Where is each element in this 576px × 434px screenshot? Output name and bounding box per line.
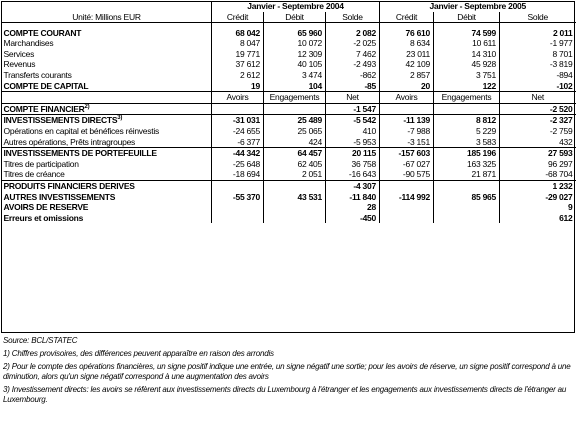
value-cell: 64 457 — [264, 148, 326, 159]
value-cell: 25 065 — [264, 126, 326, 137]
row-label — [2, 70, 212, 81]
value-cell: 27 593 — [500, 148, 576, 159]
credit-2004-header: Crédit — [212, 12, 264, 23]
row-label — [2, 159, 212, 170]
table-row — [2, 103, 576, 115]
value-cell — [264, 213, 326, 224]
row-label-text: Marchandises — [3, 38, 54, 49]
value-cell — [380, 181, 434, 192]
value-cell: 3 474 — [264, 70, 326, 81]
value-cell: -67 027 — [380, 159, 434, 170]
table-row — [2, 192, 576, 203]
value-cell: 163 325 — [434, 159, 500, 170]
value-cell: 3 583 — [434, 137, 500, 148]
value-cell: -1 977 — [500, 38, 576, 49]
table-row — [2, 38, 576, 49]
value-cell: -2 327 — [500, 115, 576, 126]
table-row — [2, 148, 576, 159]
value-cell: -44 342 — [212, 148, 264, 159]
table-row — [2, 213, 576, 224]
value-cell: -18 694 — [212, 169, 264, 180]
value-cell: 37 612 — [212, 59, 264, 70]
value-cell: 410 — [326, 126, 380, 137]
avoirs-2005-header: Avoirs — [380, 92, 434, 104]
value-cell — [434, 181, 500, 192]
value-cell: 45 928 — [434, 59, 500, 70]
value-cell: -1 547 — [326, 103, 380, 115]
row-label — [2, 148, 212, 159]
value-cell: 9 — [500, 202, 576, 213]
row-label — [2, 213, 212, 224]
value-cell: 12 309 — [264, 49, 326, 60]
value-cell — [380, 213, 434, 224]
value-cell — [264, 202, 326, 213]
row-label-text: Titres de créance — [3, 169, 65, 180]
source-note: Source: BCL/STATEC — [3, 336, 78, 345]
row-label — [2, 181, 212, 192]
value-cell: -6 377 — [212, 137, 264, 148]
value-cell: -90 575 — [380, 169, 434, 180]
table-row — [2, 137, 576, 148]
value-cell: 5 229 — [434, 126, 500, 137]
row-label — [2, 115, 212, 126]
table-row — [2, 126, 576, 137]
row-label — [2, 202, 212, 213]
value-cell: 8 812 — [434, 115, 500, 126]
value-cell: -31 031 — [212, 115, 264, 126]
value-cell: -24 655 — [212, 126, 264, 137]
value-cell: 20 115 — [326, 148, 380, 159]
footnote-ref: 3) — [117, 115, 123, 122]
row-label-text: Transferts courants — [3, 70, 72, 81]
value-cell: -114 992 — [380, 192, 434, 203]
value-cell: -5 542 — [326, 115, 380, 126]
value-cell: 8 047 — [212, 38, 264, 49]
value-cell — [212, 202, 264, 213]
avoirs-2004-header: Avoirs — [212, 92, 264, 104]
financial-header-blank — [2, 92, 212, 104]
value-cell — [434, 103, 500, 115]
table-row — [2, 181, 576, 192]
value-cell: -3 819 — [500, 59, 576, 70]
value-cell — [264, 103, 326, 115]
table-row — [2, 115, 576, 126]
value-cell: -450 — [326, 213, 380, 224]
value-cell: -2 493 — [326, 59, 380, 70]
value-cell: 36 758 — [326, 159, 380, 170]
row-label — [2, 28, 212, 39]
value-cell: 10 072 — [264, 38, 326, 49]
row-label-text: Revenus — [3, 59, 36, 70]
period-2005-header: Janvier - Septembre 2005 — [380, 1, 576, 12]
value-cell — [380, 202, 434, 213]
row-label — [2, 81, 212, 92]
value-cell: 1 232 — [500, 181, 576, 192]
period-2004-header: Janvier - Septembre 2004 — [212, 1, 380, 12]
balance-of-payments-table — [1, 1, 576, 223]
row-label — [2, 126, 212, 137]
value-cell: 2 857 — [380, 70, 434, 81]
column-header-row — [2, 12, 576, 23]
engagements-2005-header: Engagements — [434, 92, 500, 104]
row-label-text: Autres opérations, Prêts intragroupes — [3, 136, 136, 147]
row-label-text: Services — [3, 48, 35, 59]
value-cell: -2 759 — [500, 126, 576, 137]
row-label — [2, 49, 212, 60]
row-label-text: Opérations en capital et bénéfices réinvestis — [3, 126, 160, 137]
row-label-text: PRODUITS FINANCIERS DERIVES — [3, 181, 135, 191]
value-cell: -5 953 — [326, 137, 380, 148]
value-cell — [264, 181, 326, 192]
footnote-ref: 2) — [84, 104, 90, 111]
row-label — [2, 192, 212, 203]
value-cell: 96 297 — [500, 159, 576, 170]
row-label-text: INVESTISSEMENTS DIRECTS — [3, 115, 118, 126]
value-cell: 19 771 — [212, 49, 264, 60]
row-label-text: Titres de participation — [3, 158, 79, 169]
value-cell: 10 611 — [434, 38, 500, 49]
row-label — [2, 137, 212, 148]
value-cell: -3 151 — [380, 137, 434, 148]
solde-2004-header: Solde — [326, 12, 380, 23]
row-label-text: COMPTE DE CAPITAL — [3, 80, 89, 91]
footnote-3: 3) Investissement directs: les avoirs se réfèrent aux investissements directs du Luxembourg à l'étranger et les engagements aux investissements directs de l'étranger au Luxembourg. — [3, 385, 567, 404]
value-cell: 612 — [500, 213, 576, 224]
table-row — [2, 169, 576, 180]
value-cell: 65 960 — [264, 28, 326, 39]
value-cell: 7 462 — [326, 49, 380, 60]
footnote-1: 1) Chiffres provisoires, des différences peuvent apparaître en raison des arrondis — [3, 349, 274, 358]
value-cell — [434, 213, 500, 224]
value-cell: 2 082 — [326, 28, 380, 39]
value-cell: 432 — [500, 137, 576, 148]
table-row — [2, 59, 576, 70]
value-cell: 14 310 — [434, 49, 500, 60]
net-2004-header: Net — [326, 92, 380, 104]
value-cell: -102 — [500, 81, 576, 92]
value-cell — [434, 202, 500, 213]
current-account-section — [2, 28, 576, 92]
row-label-text: INVESTISSEMENTS DE PORTEFEUILLE — [3, 148, 157, 159]
value-cell: 85 965 — [434, 192, 500, 203]
table-row — [2, 202, 576, 213]
row-label-text: AVOIRS DE RESERVE — [3, 202, 89, 213]
value-cell: 74 599 — [434, 28, 500, 39]
value-cell: 19 — [212, 81, 264, 92]
row-label — [2, 59, 212, 70]
value-cell: -11 139 — [380, 115, 434, 126]
value-cell: 42 109 — [380, 59, 434, 70]
value-cell: 2 011 — [500, 28, 576, 39]
value-cell: -55 370 — [212, 192, 264, 203]
row-label — [2, 103, 212, 115]
engagements-2004-header: Engagements — [264, 92, 326, 104]
value-cell — [212, 103, 264, 115]
unit-label: Unité: Millions EUR — [2, 12, 212, 23]
financial-account-section — [2, 103, 576, 223]
value-cell: 8 701 — [500, 49, 576, 60]
value-cell: 185 196 — [434, 148, 500, 159]
row-label-text: AUTRES INVESTISSEMENTS — [3, 191, 116, 202]
value-cell — [212, 213, 264, 224]
value-cell: 424 — [264, 137, 326, 148]
value-cell: 104 — [264, 81, 326, 92]
table-row — [2, 159, 576, 170]
debit-2004-header: Débit — [264, 12, 326, 23]
value-cell: 23 011 — [380, 49, 434, 60]
value-cell: -2 520 — [500, 103, 576, 115]
value-cell: -7 988 — [380, 126, 434, 137]
footnote-2: 2) Pour le compte des opérations financières, un signe positif indique une entrée, un signe négatif une sortie; pour les avoirs de réserve, un signe positif correspond à une diminution, alors qu'un signe négatif correspond à une augmentation des avoirs — [3, 362, 571, 381]
value-cell: 28 — [326, 202, 380, 213]
value-cell: 21 871 — [434, 169, 500, 180]
value-cell — [212, 181, 264, 192]
row-label-text: COMPTE COURANT — [3, 27, 82, 38]
value-cell: -4 307 — [326, 181, 380, 192]
value-cell: -862 — [326, 70, 380, 81]
value-cell: -16 643 — [326, 169, 380, 180]
value-cell — [380, 103, 434, 115]
value-cell: -894 — [500, 70, 576, 81]
financial-header-row — [2, 92, 576, 104]
footnotes — [3, 336, 573, 408]
table-row — [2, 70, 576, 81]
value-cell: 2 051 — [264, 169, 326, 180]
value-cell: -68 704 — [500, 169, 576, 180]
row-label — [2, 169, 212, 180]
header-blank — [2, 1, 212, 12]
row-label-text: Erreurs et omissions — [3, 212, 84, 223]
row-label-text: COMPTE FINANCIER — [3, 103, 85, 114]
table-row — [2, 28, 576, 39]
value-cell: 76 610 — [380, 28, 434, 39]
value-cell: 8 634 — [380, 38, 434, 49]
value-cell: 68 042 — [212, 28, 264, 39]
value-cell: 40 105 — [264, 59, 326, 70]
solde-2005-header: Solde — [500, 12, 576, 23]
value-cell: -11 840 — [326, 192, 380, 203]
value-cell: 2 612 — [212, 70, 264, 81]
value-cell: 20 — [380, 81, 434, 92]
value-cell: -2 025 — [326, 38, 380, 49]
value-cell: 3 751 — [434, 70, 500, 81]
value-cell: 25 489 — [264, 115, 326, 126]
credit-2005-header: Crédit — [380, 12, 434, 23]
value-cell: 122 — [434, 81, 500, 92]
value-cell: -157 603 — [380, 148, 434, 159]
value-cell: -85 — [326, 81, 380, 92]
table-row — [2, 81, 576, 92]
debit-2005-header: Débit — [434, 12, 500, 23]
value-cell: -25 648 — [212, 159, 264, 170]
net-2005-header: Net — [500, 92, 576, 104]
table-row — [2, 49, 576, 60]
value-cell: 62 405 — [264, 159, 326, 170]
row-label — [2, 38, 212, 49]
value-cell: 43 531 — [264, 192, 326, 203]
period-header-row — [2, 1, 576, 12]
value-cell: -29 027 — [500, 192, 576, 203]
